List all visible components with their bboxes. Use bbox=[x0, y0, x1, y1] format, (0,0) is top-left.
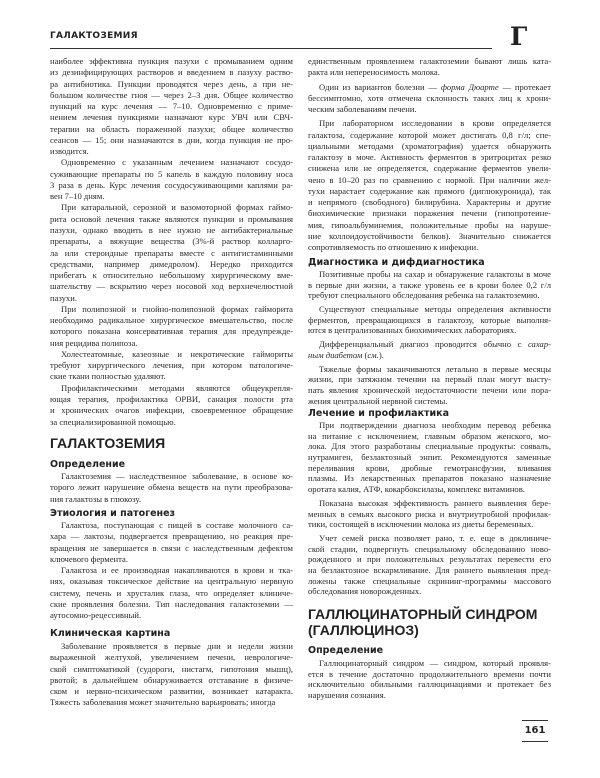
text-line: При полипозной и гнойно-полипозной формах гайморита bbox=[61, 303, 293, 314]
text-line: пазухи, однако вводить в нее нужно не антибактериальные bbox=[50, 224, 293, 235]
text-line: Один из вариантов болезни — форма Дюарте — протекает bbox=[319, 81, 551, 92]
text-line: ской стадии, подвергнуть специальному обследованию ново- bbox=[308, 543, 551, 554]
paragraph bbox=[50, 202, 293, 303]
text-line: галактоза, содержание которой может достигать 0,8 г/л; спе- bbox=[308, 129, 551, 140]
text-line: наиболее эффективна пункция пазухи с промыванием одним bbox=[50, 56, 293, 66]
text-line: ние коллоидоустойчивости белков). Значительно снижается bbox=[308, 230, 551, 241]
text-line: При катаральной, серозной и вазомоторной формах гаймо- bbox=[61, 202, 293, 213]
section-heading-diagnosis: Диагностика и дифдиагностика bbox=[308, 257, 485, 268]
text-line: ключевого фермента. bbox=[50, 553, 128, 564]
text-line: пазухи. bbox=[50, 292, 77, 303]
text-line: Существуют специальные методы определения активности bbox=[319, 304, 551, 315]
text-line: большом количестве гноя — через 2–3 дня. Общее количество bbox=[50, 89, 293, 100]
page-number: 161 bbox=[522, 720, 548, 742]
text-line: и хронических очагов инфекции, своевременное обращение bbox=[50, 405, 293, 416]
text-line: оротата калия, АТФ, кокарбоксилазы, комплекс витаминов. bbox=[308, 484, 525, 495]
text-line: Галактоза и ее производная накапливаются в крови и тка- bbox=[61, 565, 293, 576]
text-line: требуют хирургического лечения, при котором патологиче- bbox=[50, 360, 293, 371]
paragraph bbox=[50, 349, 293, 383]
text-line: нях, оказывая токсическое действие на центральную нервную bbox=[50, 576, 293, 587]
text-line: ющая терапия, профилактика ОРВИ, санация полости рта bbox=[50, 393, 293, 404]
text-line: торого лежит нарушение обмена веществ на пути преобразова- bbox=[50, 482, 293, 493]
text-line: препараты, а вяжущие вещества (3%-й раствор колларго- bbox=[50, 236, 293, 247]
article-title-line-2: (ГАЛЛЮЦИНОЗ) bbox=[308, 622, 419, 638]
text-line: При лабораторном исследовании в крови определяется bbox=[319, 118, 551, 129]
text-line: ской симптоматикой (судороги, нистагм, гипотония мышц), bbox=[50, 663, 293, 674]
text-line: При подтверждении диагноза необходим перевод ребенка bbox=[319, 420, 551, 430]
text-line: Тяжесть заболевания может значительно варьировать; иногда bbox=[50, 697, 276, 708]
text-line: ются в централизованных биохимических лабораториях. bbox=[308, 325, 517, 336]
paragraph bbox=[308, 339, 551, 360]
text-line: выраженной желтухой, увеличением печени, неврологиче- bbox=[50, 652, 293, 663]
text-line: рвотой; в дальнейшем обнаруживается отставание в физиче- bbox=[50, 674, 293, 685]
text-line: пать явления хронической недостаточности печени или пора- bbox=[308, 384, 551, 395]
text-line: систему, печень и хрусталик глаза, что определяет клиниче- bbox=[50, 587, 293, 598]
paragraph bbox=[50, 56, 293, 157]
text-line: из дезинфицирующих растворов и введением в пазуху раство- bbox=[50, 67, 293, 78]
text-line: ла или стероидные препараты вместе с антигистаминными bbox=[50, 247, 293, 258]
text-line: Галактоземия — наследственное заболевание, в основе ко- bbox=[61, 471, 293, 481]
text-line: ния галактозы в глюкозу. bbox=[50, 493, 141, 504]
text-line: на безлактозное вскармливание. Для раннего выявления пред- bbox=[308, 564, 551, 575]
text-line: рожденного и при положительных результатах перевести его bbox=[308, 554, 551, 565]
text-line: ские ткани полностью удаляют. bbox=[50, 371, 166, 382]
section-heading-definition: Определение bbox=[50, 459, 126, 470]
text-line: ферментов, превращающихся в галактозу, которые выполня- bbox=[308, 314, 551, 325]
previous-article-continuation bbox=[50, 56, 293, 428]
header-rule bbox=[50, 48, 492, 49]
text-line: вращения не завершается в связи с наследственным дефектом bbox=[50, 542, 293, 553]
text-line: Галлюцинаторный синдром — синдром, который проявля- bbox=[319, 658, 551, 668]
paragraph bbox=[50, 565, 293, 621]
text-line: ется в течение достаточно продолжительного времени почти bbox=[308, 668, 551, 679]
paragraph bbox=[308, 364, 551, 407]
text-line: Холестеатомные, казеозные и некротические гаймориты bbox=[61, 348, 293, 359]
text-line: шательству — вскрытию через носовой ход верхнечелюстной bbox=[50, 281, 293, 292]
section-heading-hallucinatory-definition: Определение bbox=[308, 645, 384, 656]
text-line: чено в 10–20 раз по сравнению с нормой. При наличии жел- bbox=[308, 174, 551, 185]
text-line: Профилактическими методами являются общеукрепля- bbox=[61, 382, 293, 393]
definition-text bbox=[50, 471, 293, 505]
paragraph bbox=[308, 56, 551, 79]
text-line: Учет семей риска позволяет рано, т. е. еще в доклиниче- bbox=[319, 532, 551, 543]
text-line: мия, гипоальбуминемия, положительные пробы на наруше- bbox=[308, 219, 551, 230]
text-line: ложены также специальные скрининг-программы массового bbox=[308, 575, 551, 586]
etiology-text bbox=[50, 520, 293, 621]
text-line: Дифференциальный диагноз проводится обычно с сахар- bbox=[319, 339, 551, 350]
text-line: переливания крови, дробные гемотрансфузии, вливания bbox=[308, 462, 551, 473]
text-line: ния рецидива полипоза. bbox=[50, 337, 138, 348]
text-line: нутрамиген, безлактозный энпит. Рекомендуются заменные bbox=[308, 452, 551, 463]
paragraph bbox=[308, 269, 551, 301]
text-line: рита основой лечения также являются пункции и промывания bbox=[50, 213, 293, 224]
article-title-line-1: ГАЛЛЮЦИНАТОРНЫЙ СИНДРОМ bbox=[308, 606, 538, 622]
text-line: тухи нарастает содержание как прямого (диглюкуронида), так bbox=[308, 185, 551, 196]
article-title-hallucinatory bbox=[308, 606, 588, 638]
text-line: вен 7–10 дням. bbox=[50, 191, 105, 202]
text-line: плазмы. Из лекарственных препаратов показано назначение bbox=[308, 473, 551, 484]
text-line: Заболевание проявляется в первые дни и недели жизни bbox=[61, 641, 293, 651]
paragraph bbox=[50, 383, 293, 428]
text-line: нением лечения пункциями назначают курс УВЧ или СВЧ- bbox=[50, 112, 293, 123]
text-line: сопротивляемость по отношению к инфекции. bbox=[308, 242, 479, 253]
paragraph bbox=[308, 658, 551, 701]
paragraph bbox=[308, 498, 551, 530]
text-line: средствами, например димедролом). Нередко приходится bbox=[50, 258, 293, 269]
paragraph bbox=[308, 304, 551, 336]
text-line: аутосомно-рецессивный. bbox=[50, 610, 142, 621]
italic-term: сахар- bbox=[527, 339, 551, 350]
text-line: лока. Для этого разработаны специальные продукты: соявалъ, bbox=[308, 441, 551, 452]
text-line: циальными методами (хроматография) удается обнаружить bbox=[308, 140, 551, 151]
text-line: изводится. bbox=[50, 146, 89, 157]
text-line: Одновременно с указанным лечением назначают сосудо- bbox=[61, 157, 293, 168]
paragraph bbox=[308, 82, 551, 116]
text-line: ские проявления болезни. Тип наследования галактоземии — bbox=[50, 598, 293, 609]
text-line: ческим заболеваниям печени. bbox=[308, 104, 417, 115]
text-line: исключительно обильными галлюцинациями и протекает без bbox=[308, 679, 551, 690]
paragraph bbox=[308, 118, 551, 253]
italic-term: см. bbox=[367, 349, 379, 360]
text-line: за специализированной помощью. bbox=[50, 416, 176, 427]
paragraph bbox=[50, 641, 293, 709]
text-line: необходимо радикальное хирургическое вмешательство, после bbox=[50, 315, 293, 326]
running-header: ГАЛАКТОЗЕМИЯ bbox=[50, 31, 138, 41]
text-line: требуют специального обследования ребенка на галактоземию. bbox=[308, 290, 540, 301]
text-line: терапии на область пораженной пазухи; общее количество bbox=[50, 123, 293, 134]
text-line: пункций на курс лечения — 7–10. Одновременно с приме- bbox=[50, 101, 293, 112]
text-line: ным диабетом (см.). bbox=[308, 349, 384, 360]
text-line: на питание с исключением, главным образом женского, мо- bbox=[308, 430, 551, 441]
text-line: Позитивные пробы на сахар и обнаружение галактозы в моче bbox=[319, 269, 551, 279]
section-heading-etiology: Этиология и патогенез bbox=[50, 508, 176, 519]
text-line: прибегать к относительно небольшому хирургическому вме- bbox=[50, 270, 293, 281]
diagnosis-text bbox=[308, 269, 551, 406]
text-line: хара — лактозы, подвергается превращению, но реакция пре- bbox=[50, 531, 293, 542]
paragraph bbox=[50, 304, 293, 349]
text-line: 3 раза в день. Курс лечения сосудосуживающими каплями ра- bbox=[50, 179, 293, 190]
paragraph bbox=[50, 520, 293, 565]
section-letter: Г bbox=[510, 22, 528, 51]
text-line: Тяжелые формы заканчиваются летально в первые месяцы bbox=[319, 363, 551, 374]
text-line: менных в семьях высокого риска и внутриутробной профилак- bbox=[308, 508, 551, 519]
text-line: суживающие препараты по 5 капель в каждую половину носа bbox=[50, 168, 293, 179]
paragraph bbox=[308, 533, 551, 597]
text-line: галактозу в моче. Активность ферментов в эритроцитах резко bbox=[308, 152, 551, 163]
text-line: тики, состоящей в исключении молока из диеты беременных. bbox=[308, 519, 534, 530]
text-line: нарушения сознания. bbox=[308, 690, 386, 701]
paragraph bbox=[308, 420, 551, 495]
text-line: ском и нервно-психическом развитии, возникает катаракта. bbox=[50, 686, 293, 697]
italic-term: форма Дюарте bbox=[440, 81, 499, 92]
hallucinatory-definition-text bbox=[308, 658, 551, 701]
text-line: обследования новорожденных. bbox=[308, 586, 422, 597]
text-line: которого показана консервативная терапия для предупрежде- bbox=[50, 326, 293, 337]
text-line: биохимические признаки поражения печени (гипопротеине- bbox=[308, 208, 551, 219]
clinical-text-continued bbox=[308, 56, 551, 254]
text-line: жения центральной нервной системы. bbox=[308, 395, 448, 406]
clinical-text bbox=[50, 641, 293, 709]
text-line: снижена или не определяется, содержание ферментов увели- bbox=[308, 163, 551, 174]
paragraph bbox=[50, 471, 293, 505]
italic-term: ным диабетом bbox=[308, 349, 363, 360]
text-line: сеансов — 15; они назначаются в дни, когда пункция не про- bbox=[50, 134, 293, 145]
treatment-text bbox=[308, 420, 551, 597]
text-line: в первые дни жизни, а также уровень ее в крови более 0,2 г/л bbox=[308, 279, 551, 290]
text-line: ракта или непереносимость молока. bbox=[308, 67, 440, 78]
text-line: бессимптомно, хотя отмечена склонность таких лиц к хрони- bbox=[308, 92, 551, 103]
text-line: Показана высокая эффективность раннего выявления бере- bbox=[319, 497, 551, 508]
text-line: единственным проявлением галактоземии бывают лишь ката- bbox=[308, 56, 551, 66]
text-line: Галактоза, поступающая с пищей в составе молочного са- bbox=[61, 520, 293, 530]
article-title-galactosemia: ГАЛАКТОЗЕМИЯ bbox=[50, 435, 166, 451]
text-line: жизни, при затяжном течении на первый план могут высту- bbox=[308, 374, 551, 385]
paragraph bbox=[50, 157, 293, 202]
section-heading-treatment: Лечение и профилактика bbox=[308, 408, 450, 419]
text-line: и непрямого (свободного) билирубина. Характерны и другие bbox=[308, 197, 551, 208]
text-line: ра антибиотика. Пункции проводятся через день, а при не- bbox=[50, 78, 293, 89]
section-heading-clinical: Клиническая картина bbox=[50, 628, 171, 639]
